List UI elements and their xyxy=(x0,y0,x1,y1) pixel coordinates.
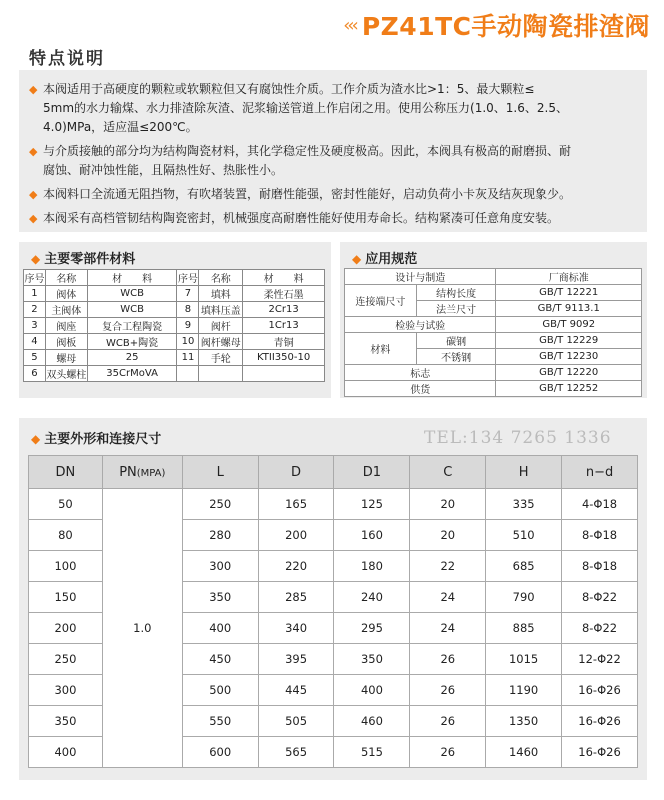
parts-panel xyxy=(19,242,331,398)
table-cell: 300 xyxy=(182,551,258,582)
table-cell: 26 xyxy=(410,675,486,706)
table-cell: 280 xyxy=(182,520,258,551)
table-cell: WCB+陶瓷 xyxy=(87,334,177,350)
table-cell: 350 xyxy=(29,706,103,737)
table-cell: 1015 xyxy=(486,644,562,675)
table-cell: 2 xyxy=(24,302,46,318)
table-cell: 165 xyxy=(258,489,334,520)
table-cell: 24 xyxy=(410,613,486,644)
col-h: H xyxy=(486,456,562,489)
table-cell xyxy=(243,366,325,382)
table-cell: 150 xyxy=(29,582,103,613)
table-cell: KTII350-10 xyxy=(243,350,325,366)
table-cell: 24 xyxy=(410,582,486,613)
col-d1: D1 xyxy=(334,456,410,489)
table-cell: 600 xyxy=(182,737,258,768)
col-nd: n−d xyxy=(562,456,638,489)
table-cell: 220 xyxy=(258,551,334,582)
table-cell: 阀板 xyxy=(45,334,87,350)
page-title xyxy=(343,6,650,44)
table-cell: 50 xyxy=(29,489,103,520)
table-cell: 26 xyxy=(410,644,486,675)
features-panel xyxy=(19,70,647,232)
table-cell: 510 xyxy=(486,520,562,551)
table-cell: 885 xyxy=(486,613,562,644)
table-cell: 350 xyxy=(182,582,258,613)
diamond-icon: ◆ xyxy=(29,212,38,225)
table-row xyxy=(29,489,638,520)
table-cell: 565 xyxy=(258,737,334,768)
table-cell: 青铜 xyxy=(243,334,325,350)
table-cell: 1Cr13 xyxy=(243,318,325,334)
feature-line: 本阀适用于高硬度的颗粒或软颗粒但又有腐蚀性介质。工作介质为渣水比>1：5、最大颗粒≤ xyxy=(43,82,535,96)
table-cell: 11 xyxy=(177,350,199,366)
table-cell: 80 xyxy=(29,520,103,551)
table-cell: 10 xyxy=(177,334,199,350)
diamond-icon: ◆ xyxy=(29,188,38,201)
table-row xyxy=(24,318,325,334)
table-cell: 505 xyxy=(258,706,334,737)
table-cell: 8-Φ22 xyxy=(562,613,638,644)
table-cell: 395 xyxy=(258,644,334,675)
standards-panel xyxy=(340,242,647,398)
table-cell: 20 xyxy=(410,520,486,551)
table-cell: 100 xyxy=(29,551,103,582)
table-cell: 285 xyxy=(258,582,334,613)
table-cell xyxy=(199,366,243,382)
table-cell: 295 xyxy=(334,613,410,644)
table-cell: WCB xyxy=(87,302,177,318)
table-cell: 250 xyxy=(29,644,103,675)
table-cell: 22 xyxy=(410,551,486,582)
features-heading: 特点说明 xyxy=(29,49,105,69)
table-cell: 25 xyxy=(87,350,177,366)
table-cell: 35CrMoVA xyxy=(87,366,177,382)
product-title: PZ41TC手动陶瓷排渣阀 xyxy=(361,12,650,41)
feature-line: 5mm的水力输煤、水力排渣除灰渣、泥浆输送管道上作启闭之用。使用公称压力(1.0、1.6、2.5、 xyxy=(43,101,568,115)
standards-table: 设计与制造 厂商标准 连接端尺寸 结构长度 GB/T 12221 法兰尺寸 GB/T 9113.1 检验与试验 GB/T 9092 材料 碳钢 GB/T 12229 不锈钢 GB/T 12230 标志 GB/T 12220 供货 GB/T 12252 xyxy=(344,268,642,397)
table-cell: 26 xyxy=(410,737,486,768)
table-row xyxy=(24,302,325,318)
parts-heading: ◆ 主要零部件材料 xyxy=(31,252,136,267)
table-cell: 1 xyxy=(24,286,46,302)
table-row xyxy=(24,334,325,350)
table-cell: 1350 xyxy=(486,706,562,737)
table-cell: 400 xyxy=(334,675,410,706)
parts-header-cell: 名称 xyxy=(45,270,87,286)
table-cell: 填料压盖 xyxy=(199,302,243,318)
feature-line: 与介质接触的部分均为结构陶瓷材料，其化学稳定性及硬度极高。因此，本阀具有极高的耐磨损、耐 xyxy=(43,144,572,158)
table-cell: 500 xyxy=(182,675,258,706)
table-cell: 515 xyxy=(334,737,410,768)
table-cell: 8-Φ18 xyxy=(562,551,638,582)
diamond-icon: ◆ xyxy=(29,145,38,158)
table-cell: 790 xyxy=(486,582,562,613)
table-cell: 3 xyxy=(24,318,46,334)
parts-header-cell: 材 料 xyxy=(243,270,325,286)
parts-header-cell: 材 料 xyxy=(87,270,177,286)
table-cell: 手轮 xyxy=(199,350,243,366)
table-cell: 复合工程陶瓷 xyxy=(87,318,177,334)
col-d: D xyxy=(258,456,334,489)
parts-header-cell: 序号 xyxy=(177,270,199,286)
table-cell: 300 xyxy=(29,675,103,706)
table-cell: 12-Φ22 xyxy=(562,644,638,675)
table-cell: 1460 xyxy=(486,737,562,768)
table-cell: 4-Φ18 xyxy=(562,489,638,520)
table-cell: 26 xyxy=(410,706,486,737)
table-cell: 550 xyxy=(182,706,258,737)
table-cell: 阀杆 xyxy=(199,318,243,334)
table-cell: 16-Φ26 xyxy=(562,675,638,706)
table-cell: 1190 xyxy=(486,675,562,706)
diamond-icon: ◆ xyxy=(31,252,41,266)
diamond-icon: ◆ xyxy=(352,252,362,266)
table-cell: 8-Φ22 xyxy=(562,582,638,613)
table-cell: 螺母 xyxy=(45,350,87,366)
table-cell: 阀座 xyxy=(45,318,87,334)
parts-header-cell: 序号 xyxy=(24,270,46,286)
table-cell: 125 xyxy=(334,489,410,520)
table-cell: 4 xyxy=(24,334,46,350)
table-cell: 16-Φ26 xyxy=(562,737,638,768)
table-cell: 400 xyxy=(182,613,258,644)
pn-value: 1.0 xyxy=(102,489,182,768)
parts-table xyxy=(23,269,325,382)
table-cell: 2Cr13 xyxy=(243,302,325,318)
phone-watermark: TEL:134 7265 1336 xyxy=(424,428,612,448)
table-cell: 200 xyxy=(258,520,334,551)
parts-header-cell: 名称 xyxy=(199,270,243,286)
table-cell: 主阀体 xyxy=(45,302,87,318)
chevron-icon: ‹‹‹ xyxy=(343,14,356,36)
table-cell: 335 xyxy=(486,489,562,520)
table-cell: 180 xyxy=(334,551,410,582)
table-cell: 5 xyxy=(24,350,46,366)
table-cell: 250 xyxy=(182,489,258,520)
table-cell: 阀体 xyxy=(45,286,87,302)
table-row xyxy=(24,366,325,382)
col-l: L xyxy=(182,456,258,489)
table-cell: 8-Φ18 xyxy=(562,520,638,551)
table-cell: 160 xyxy=(334,520,410,551)
table-cell: 8 xyxy=(177,302,199,318)
table-cell: 240 xyxy=(334,582,410,613)
col-dn: DN xyxy=(29,456,103,489)
diamond-icon: ◆ xyxy=(31,432,41,446)
table-cell: 阀杆螺母 xyxy=(199,334,243,350)
dims-table xyxy=(28,455,638,768)
table-cell: 450 xyxy=(182,644,258,675)
table-cell: 685 xyxy=(486,551,562,582)
table-row xyxy=(24,286,325,302)
table-cell: 350 xyxy=(334,644,410,675)
dims-heading: ◆ 主要外形和连接尺寸 xyxy=(31,432,162,447)
table-cell: 7 xyxy=(177,286,199,302)
col-pn: PN(MPA) xyxy=(102,456,182,489)
table-cell: 双头螺柱 xyxy=(45,366,87,382)
feature-line: 4.0)MPa，适应温≤200℃。 xyxy=(43,120,198,134)
standards-heading: ◆ 应用规范 xyxy=(352,252,418,267)
table-cell: 460 xyxy=(334,706,410,737)
table-cell: 柔性石墨 xyxy=(243,286,325,302)
col-c: C xyxy=(410,456,486,489)
table-cell: 20 xyxy=(410,489,486,520)
table-cell: 6 xyxy=(24,366,46,382)
table-cell: 填料 xyxy=(199,286,243,302)
feature-line: 本阀料口全流通无阻挡物，有吹堵装置，耐磨性能强，密封性能好，启动负荷小卡灰及结灰现象少。 xyxy=(43,187,572,201)
table-cell: 400 xyxy=(29,737,103,768)
table-cell: 16-Φ26 xyxy=(562,706,638,737)
table-cell: 340 xyxy=(258,613,334,644)
diamond-icon: ◆ xyxy=(29,83,38,96)
table-cell: WCB xyxy=(87,286,177,302)
feature-line: 本阀采有高档管韧结构陶瓷密封，机械强度高耐磨性能好使用寿命长。结构紧凑可任意角度安装。 xyxy=(43,211,560,225)
table-cell: 200 xyxy=(29,613,103,644)
feature-line: 腐蚀、耐冲蚀性能，且隔热性好、热胀性小。 xyxy=(43,163,284,177)
table-row xyxy=(24,350,325,366)
table-cell: 445 xyxy=(258,675,334,706)
table-cell xyxy=(177,366,199,382)
table-cell: 9 xyxy=(177,318,199,334)
